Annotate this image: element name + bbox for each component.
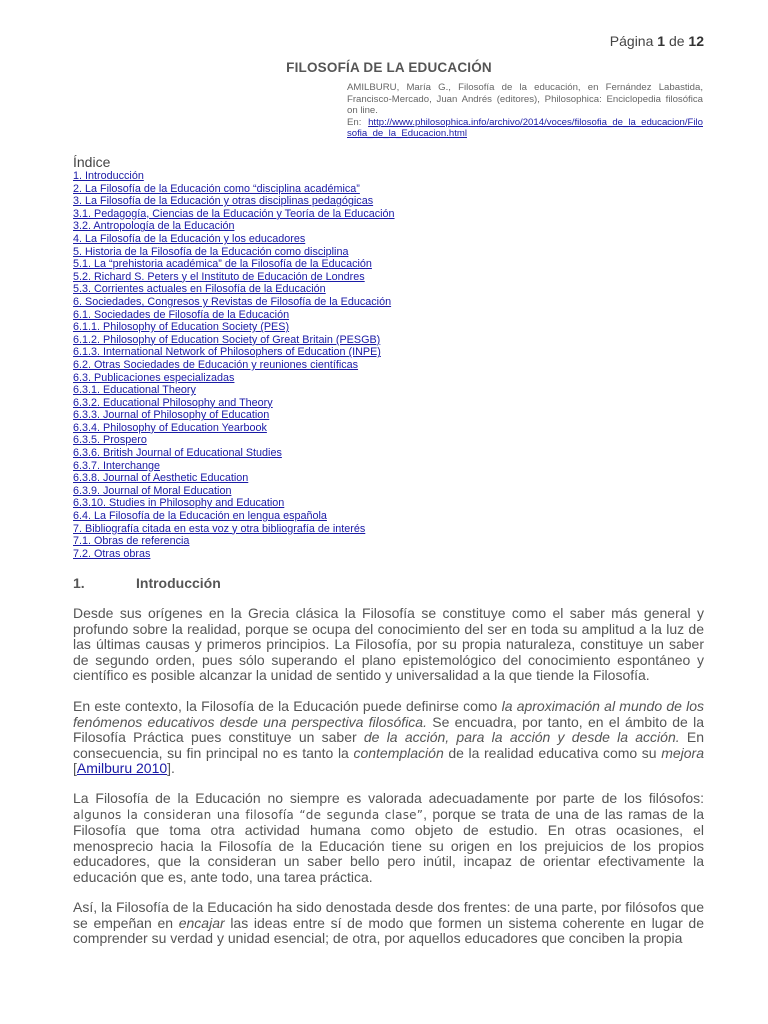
text-run: ]. (167, 760, 175, 776)
page-of: de (668, 33, 685, 49)
text-run: de la realidad educativa como su (443, 744, 662, 761)
section-heading (73, 575, 221, 591)
toc-link[interactable]: 6.3.4. Philosophy of Education Yearbook (73, 421, 267, 434)
toc-link[interactable]: 6.1. Sociedades de Filosofía de la Educación (73, 308, 290, 321)
citation-url-link[interactable]: http://www.philosophica.info/archivo/2014/voces/filosofia_de_la_educacion/Filosofia_de_la_Educacion.html (347, 116, 703, 139)
text-run: En consecuencia, su fin principal no es tanto la (73, 729, 705, 761)
toc-item (73, 497, 395, 510)
toc-link[interactable]: 6.3.9. Journal of Moral Education (73, 484, 232, 497)
paragraph-3 (73, 791, 704, 885)
citation-text: AMILBURU, María G., Filosofía de la educación, en Fernández Labastida, Francisco-Mercado, Juan Andrés (editores), Philosophica: Enciclopedia filosófica on line. (347, 82, 703, 116)
toc-item (73, 170, 395, 183)
toc-item (73, 510, 395, 523)
paragraph-4 (73, 900, 704, 947)
paragraph-1: Desde sus orígenes en la Grecia clásica la Filosofía se constituye como el saber más general y profundo sobre la realidad, porque se ocupa del conocimiento del ser en toda su amplitud a la luz de las últimas causas y primeros principios. La Filosofía, por su propia naturaleza, constituye un saber de segundo orden, pues sólo superando el plano epistemológico del conocimiento espontáneo y científico es posible alcanzar la unidad de sentido y universalidad a la que tiende la Filosofía. (73, 605, 704, 683)
toc-item (73, 195, 395, 208)
emphasis-text: contemplación (353, 744, 444, 761)
emphasis-text: encajar (178, 914, 225, 931)
reference-link[interactable]: Amilburu 2010 (76, 760, 168, 776)
toc-link[interactable]: 3.2. Antropología de la Educación (73, 220, 235, 233)
emphasis-text: mejora (661, 744, 704, 761)
toc-item (73, 309, 395, 322)
text-run: En este contexto, la Filosofía de la Educación puede definirse como (73, 698, 502, 714)
toc-link[interactable]: 3. La Filosofía de la Educación y otras disciplinas pedagógicas (73, 195, 374, 208)
quoted-text: algunos la consideran una filosofía “de segunda clase” (73, 807, 424, 822)
index-heading: Índice (73, 154, 111, 170)
toc-item (73, 271, 395, 284)
toc-link[interactable]: 5.3. Corrientes actuales en Filosofía de la Educación (73, 283, 326, 296)
toc-link[interactable]: 6.3.5. Prospero (73, 434, 147, 447)
toc-link[interactable]: 7.2. Otras obras (73, 547, 151, 560)
toc-link[interactable]: 7. Bibliografía citada en esta voz y otra bibliografía de interés (73, 522, 366, 535)
toc-item (73, 422, 395, 435)
toc-item (73, 283, 395, 296)
toc-link[interactable]: 6.2. Otras Sociedades de Educación y reuniones científicas (73, 358, 359, 371)
toc-link[interactable]: 6.3.2. Educational Philosophy and Theory (73, 396, 273, 409)
toc-item (73, 258, 395, 271)
toc-item (73, 359, 395, 372)
toc-link[interactable]: 5.2. Richard S. Peters y el Instituto de Educación de Londres (73, 270, 365, 283)
text-run: las ideas entre sí de modo que formen un sistema coherente en lugar de comprender su verdad y unidad esencial; de otra, por aquellos educadores que conciben la propia (73, 914, 704, 946)
citation-source (347, 117, 703, 140)
toc-link[interactable]: 1. Introducción (73, 170, 144, 182)
toc-item (73, 409, 395, 422)
toc-link[interactable]: 5.1. La “prehistoria académica” de la Filosofía de la Educación (73, 258, 372, 271)
toc-link[interactable]: 6.3.7. Interchange (73, 459, 161, 472)
toc-link[interactable]: 6.3.10. Studies in Philosophy and Education (73, 497, 285, 510)
toc-item (73, 346, 395, 359)
toc-link[interactable]: 7.1. Obras de referencia (73, 535, 190, 548)
toc-item (73, 372, 395, 385)
table-of-contents (73, 170, 395, 560)
toc-item (73, 472, 395, 485)
toc-link[interactable]: 6.1.1. Philosophy of Education Society (PES) (73, 321, 290, 334)
toc-item (73, 384, 395, 397)
section-title: Introducción (136, 575, 221, 591)
toc-item (73, 296, 395, 309)
text-run: Se encuadra, por tanto, en el ámbito de la Filosofía Práctica pues constituye un saber (73, 713, 704, 745)
emphasis-text: de la acción, para la acción y desde la acción. (363, 729, 680, 745)
toc-item (73, 397, 395, 410)
citation-en-label: En: (347, 116, 362, 128)
toc-item (73, 447, 395, 460)
toc-link[interactable]: 6.3.1. Educational Theory (73, 384, 196, 397)
toc-link[interactable]: 2. La Filosofía de la Educación como “disciplina académica” (73, 182, 360, 195)
section-number: 1. (73, 575, 85, 591)
toc-item (73, 460, 395, 473)
toc-link[interactable]: 6.3. Publicaciones especializadas (73, 371, 235, 384)
toc-item (73, 535, 395, 548)
toc-item (73, 334, 395, 347)
page-counter (610, 33, 704, 49)
document-title: FILOSOFÍA DE LA EDUCACIÓN (286, 60, 492, 75)
toc-link[interactable]: 6.1.3. International Network of Philosophers of Education (INPE) (73, 346, 381, 359)
toc-link[interactable]: 6.4. La Filosofía de la Educación en lengua española (73, 510, 327, 523)
page-total: 12 (688, 33, 704, 49)
toc-item (73, 321, 395, 334)
text-run: La Filosofía de la Educación no siempre es valorada adecuadamente por parte de los filósofos: (73, 790, 704, 806)
toc-item (73, 434, 395, 447)
text-run: , porque se trata de una de las ramas de la Filosofía que toma otra actividad humana como objeto de estudio. En otras ocasiones, el menosprecio hacia la Filosofía de la Educación tiene su origen en los prejuicios de los propios educadores, que la consideran un saber bello pero inútil, incapaz de orientar efectivamente la educación que es, ante todo, una tarea práctica. (73, 805, 704, 885)
page-prefix: Página (609, 33, 654, 49)
emphasis-text: la aproximación al mundo de los fenómenos educativos desde una perspectiva filosófica. (73, 698, 705, 730)
toc-link[interactable]: 6.1.2. Philosophy of Education Society of Great Britain (PESGB) (73, 333, 381, 346)
citation-block (347, 82, 703, 140)
toc-link[interactable]: 6.3.6. British Journal of Educational Studies (73, 447, 282, 460)
toc-link[interactable]: 3.1. Pedagogía, Ciencias de la Educación y Teoría de la Educación (73, 207, 395, 220)
toc-link[interactable]: 5. Historia de la Filosofía de la Educación como disciplina (73, 245, 349, 258)
toc-item (73, 233, 395, 246)
toc-link[interactable]: 6.3.8. Journal of Aesthetic Education (73, 472, 249, 485)
page-current: 1 (657, 33, 666, 49)
toc-item (73, 183, 395, 196)
toc-link[interactable]: 6.3.3. Journal of Philosophy of Education (73, 409, 270, 422)
toc-item (73, 523, 395, 536)
text-run: [ (73, 760, 77, 776)
toc-item (73, 548, 395, 561)
toc-item (73, 485, 395, 498)
toc-link[interactable]: 6. Sociedades, Congresos y Revistas de Filosofía de la Educación (73, 295, 392, 308)
toc-item (73, 246, 395, 259)
toc-item (73, 208, 395, 221)
toc-link[interactable]: 4. La Filosofía de la Educación y los educadores (73, 232, 306, 245)
text-run: Así, la Filosofía de la Educación ha sido denostada desde dos frentes: de una parte, por filósofos que se empeñan en (73, 899, 704, 931)
paragraph-2 (73, 699, 704, 777)
toc-item (73, 220, 395, 233)
